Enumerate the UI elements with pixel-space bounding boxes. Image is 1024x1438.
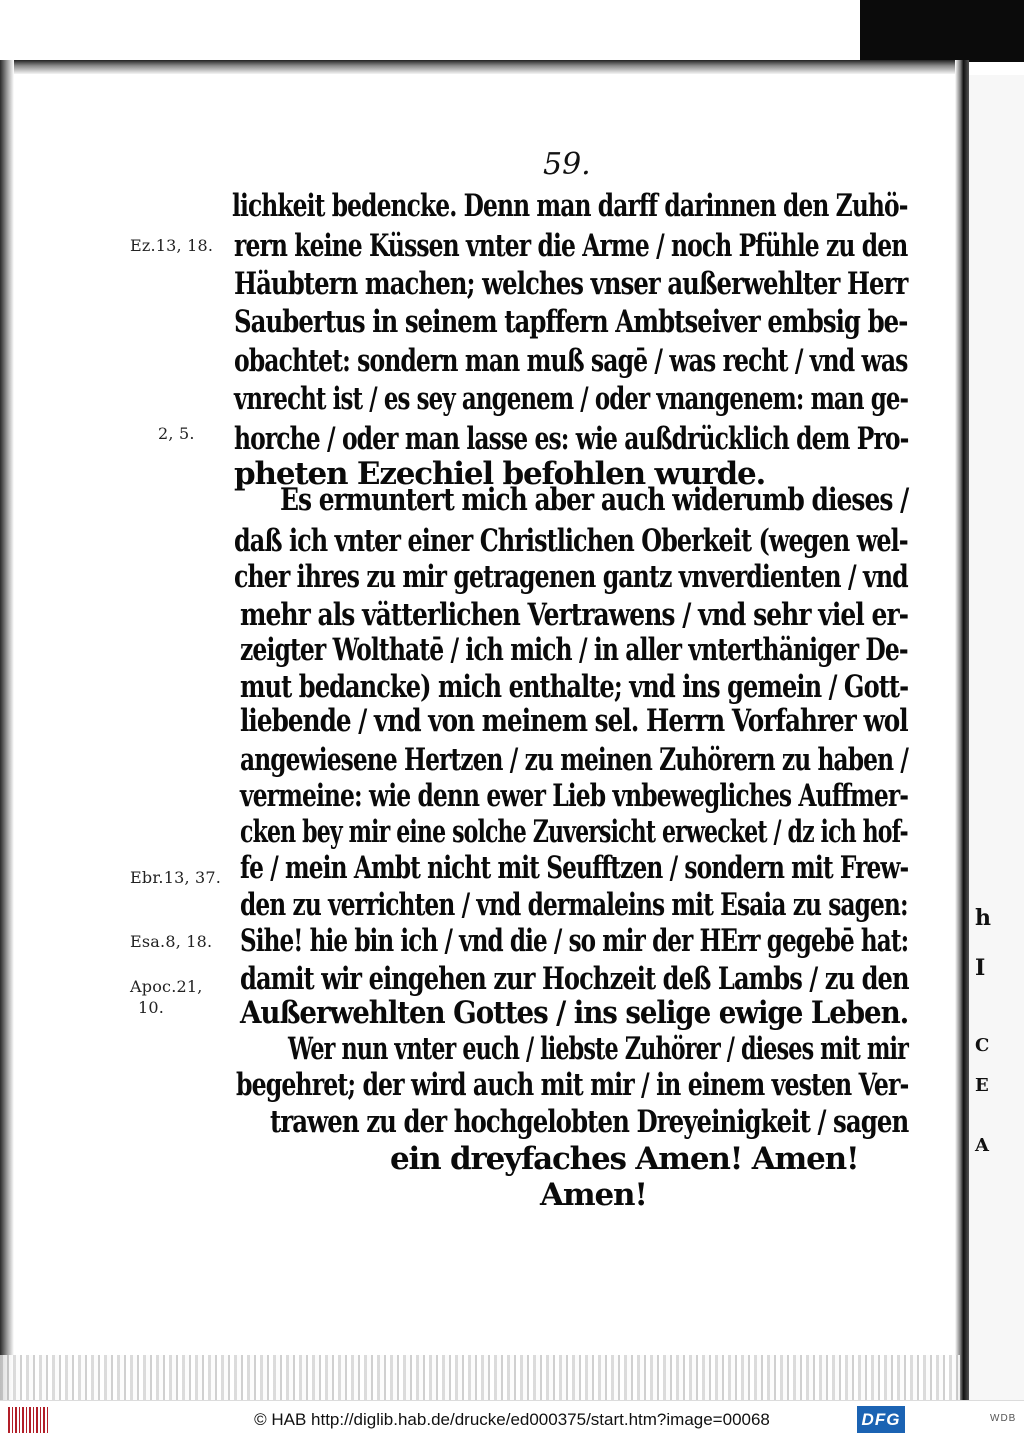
text-line: Saubertus in seinem tapffern Ambtseiver embsig be-: [234, 304, 908, 340]
scan-border-top-right: [860, 0, 1024, 62]
text-line: angewiesene Hertzen / zu meinen Zuhörern zu haben /: [240, 742, 908, 778]
text-line: vnrecht ist / es sey angenem / oder vnangenem: man ge-: [234, 381, 909, 417]
margin-note: 10.: [138, 998, 165, 1017]
text-line: Häubtern machen; welches vnser außerwehlter Herr: [234, 266, 908, 302]
text-line: lichkeit bedencke. Denn man darff darinnen den Zuhö-: [232, 188, 908, 224]
text-line: pheten Ezechiel befohlen wurde.: [234, 456, 766, 492]
margin-note: Ebr.13, 37.: [130, 868, 222, 887]
text-line: Außerwehlten Gottes / ins selige ewige Leben.: [240, 995, 909, 1031]
dfg-logo: DFG: [857, 1406, 905, 1433]
facing-page-fragment: I: [975, 955, 986, 981]
facing-page-fragment: A: [975, 1135, 989, 1156]
wdb-logo: WDB: [990, 1413, 1017, 1424]
text-line: Wer nun vnter euch / liebste Zuhörer / dieses mit mir: [288, 1031, 909, 1067]
page-left-edge: [0, 60, 14, 1400]
text-line: damit wir eingehen zur Hochzeit deß Lambs / zu den: [240, 961, 909, 997]
text-line: Amen!: [540, 1177, 647, 1213]
text-line: cher ihres zu mir getragenen gantz vnverdienten / vnd: [234, 559, 908, 595]
margin-note: Esa.8, 18.: [130, 932, 213, 951]
text-line: Es ermuntert mich aber auch widerumb dieses /: [280, 482, 909, 518]
text-line: vermeine: wie denn ewer Lieb vnbewegliches Auffmer-: [240, 778, 909, 814]
page-top-edge: [0, 60, 960, 74]
text-line: cken bey mir eine solche Zuversicht erwecket / dz ich hof-: [240, 814, 908, 850]
viewer-footer: [0, 1400, 1024, 1438]
text-line: obachtet: sondern man muß sagē / was recht / vnd was: [234, 343, 908, 379]
text-line: zeigter Wolthatē / ich mich / in aller vnterthäniger De-: [240, 632, 908, 668]
text-line: fe / mein Ambt nicht mit Seufftzen / sondern mit Frew-: [240, 850, 909, 886]
text-line: daß ich vnter einer Christlichen Oberkeit (wegen wel-: [234, 523, 908, 559]
page-bottom-edge: [0, 1355, 960, 1400]
source-credit: © HAB http://diglib.hab.de/drucke/ed000375/start.htm?image=00068: [254, 1410, 770, 1429]
text-line: Sihe! hie bin ich / vnd die / so mir der HErr gegebē hat:: [240, 923, 909, 959]
text-line: rern keine Küssen vnter die Arme / noch Pfühle zu den: [234, 228, 908, 264]
text-line: trawen zu der hochgelobten Dreyeinigkeit / sagen: [270, 1104, 909, 1140]
margin-note: 2, 5.: [158, 424, 195, 443]
text-line: horche / oder man lasse es: wie außdrücklich dem Pro-: [234, 421, 909, 457]
facing-page-fragment: C: [975, 1035, 990, 1056]
text-line: begehret; der wird auch mit mir / in einem vesten Ver-: [236, 1067, 909, 1103]
text-line: mehr als vätterlichen Vertrawens / vnd sehr viel er-: [240, 597, 909, 633]
facing-page-fragment: h: [975, 905, 991, 931]
text-line: mut bedancke) mich enthalte; vnd ins gemein / Gott-: [240, 669, 909, 705]
text-line: den zu verrichten / vnd dermaleins mit Esaia zu sagen:: [240, 887, 908, 923]
book-gutter: [955, 60, 969, 1400]
facing-page-fragment: E: [975, 1075, 989, 1096]
text-line: ein dreyfaches Amen! Amen!: [390, 1141, 859, 1177]
margin-note: Ez.13, 18.: [130, 236, 214, 255]
text-line: liebende / vnd von meinem sel. Herrn Vorfahrer wol: [240, 703, 908, 739]
margin-note: Apoc.21,: [130, 977, 203, 996]
page-number: 59.: [543, 147, 591, 182]
facing-page-edge: [969, 75, 1024, 1400]
